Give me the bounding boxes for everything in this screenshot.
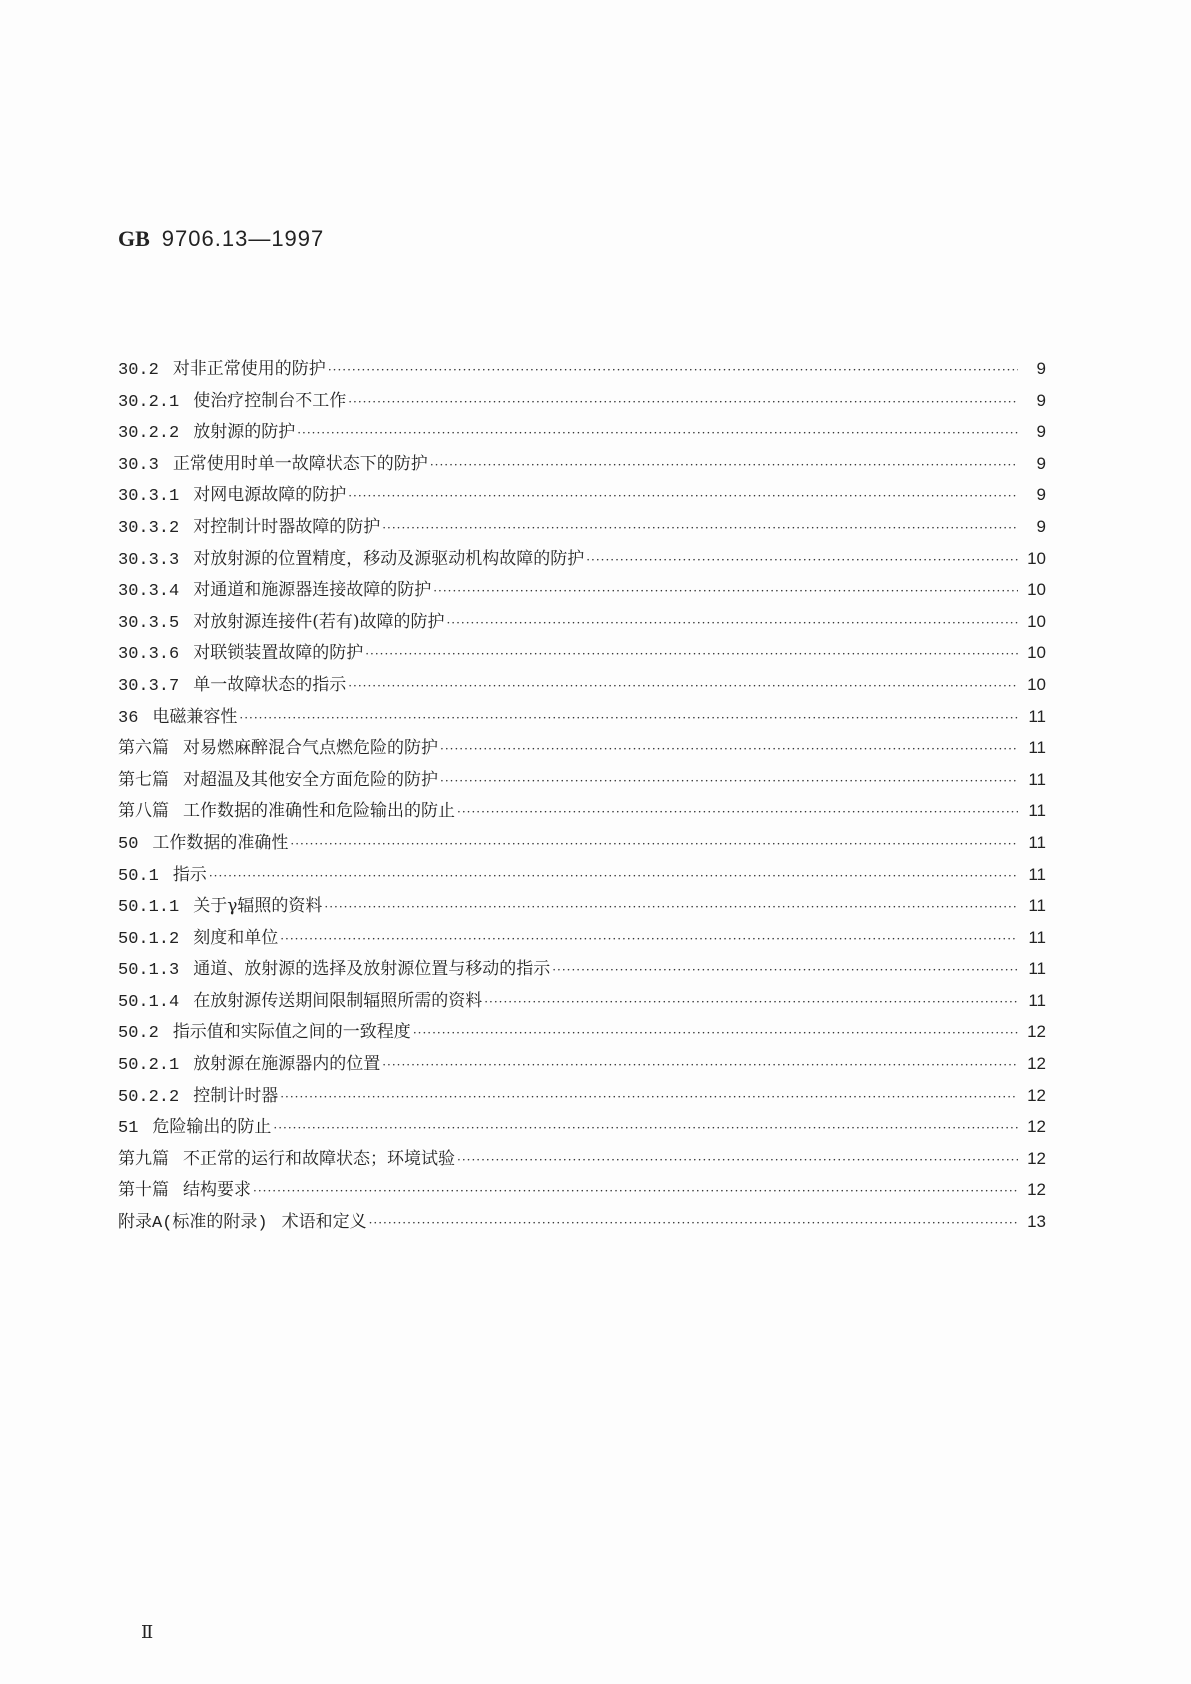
toc-page-number: 12 [1027,1117,1046,1137]
toc-leader-dots [586,553,1018,567]
toc-entry-title: 刻度和单位 [193,927,279,948]
toc-leader-dots [280,1090,1018,1104]
toc-section-number: 50.2.1 [118,1056,180,1076]
standard-number: 9706.13—1997 [161,226,325,251]
toc-entry[interactable] [118,1175,1046,1207]
toc-leader-dots [369,1216,1018,1230]
toc-page-number: 11 [1028,832,1046,852]
toc-entry-title: 危险输出的防止 [152,1117,272,1138]
toc-leader-dots [273,1121,1018,1135]
toc-entry[interactable] [118,1081,1046,1113]
toc-page-number: 13 [1027,1212,1046,1232]
toc-leader-dots [552,963,1018,977]
toc-section-number: 第十篇 [118,1182,169,1202]
toc-entry[interactable] [118,796,1046,828]
toc-section-number: 30.3.3 [118,550,180,570]
table-of-contents [118,354,1046,1239]
toc-entry-title: 放射源在施源器内的位置 [193,1054,381,1075]
toc-entry-title: 使治疗控制台不工作 [193,390,347,411]
toc-entry-title: 控制计时器 [193,1085,279,1106]
toc-entry[interactable] [118,544,1046,576]
toc-page-number: 9 [1036,485,1046,505]
toc-section-number: 第八篇 [118,803,169,823]
toc-leader-dots [446,616,1018,630]
toc-entry[interactable] [118,923,1046,955]
toc-entry-title: 放射源的防护 [193,422,296,443]
toc-section-number: 50.1.4 [118,992,180,1012]
toc-entry[interactable] [118,1112,1046,1144]
toc-leader-dots [430,458,1018,472]
toc-page-number: 12 [1027,1054,1046,1074]
toc-page-number: 10 [1027,611,1046,631]
toc-entry[interactable] [118,1049,1046,1081]
toc-entry[interactable] [118,891,1046,923]
toc-section-number: 36 [118,708,139,728]
toc-entry-title: 关于γ辐照的资料 [193,896,323,917]
toc-entry-title: 在放射源传送期间限制辐照所需的资料 [193,990,483,1011]
standard-prefix: GB [118,226,150,251]
toc-leader-dots [239,711,1018,725]
toc-page-number: 12 [1027,1022,1046,1042]
toc-page-number: 10 [1027,643,1046,663]
toc-entry[interactable] [118,638,1046,670]
toc-entry-title: 对放射源的位置精度，移动及源驱动机构故障的防护 [193,548,585,569]
toc-leader-dots [440,774,1018,788]
toc-leader-dots [382,521,1018,535]
toc-leader-dots [209,869,1018,883]
toc-page-number: 11 [1028,990,1046,1010]
toc-entry[interactable] [118,417,1046,449]
toc-page-number: 10 [1027,548,1046,568]
toc-page-number: 10 [1027,580,1046,600]
toc-entry[interactable] [118,386,1046,418]
toc-entry[interactable] [118,1144,1046,1176]
toc-section-number: 附录A(标准的附录) [118,1214,268,1234]
toc-page-number: 9 [1036,390,1046,410]
toc-entry-title: 对易燃麻醉混合气点燃危险的防护 [183,738,438,759]
toc-entry-title: 对超温及其他安全方面危险的防护 [183,769,438,790]
toc-entry[interactable] [118,512,1046,544]
toc-page-number: 9 [1036,359,1046,378]
toc-entry-title: 单一故障状态的指示 [193,674,347,695]
toc-entry[interactable] [118,954,1046,986]
toc-entry[interactable] [118,733,1046,765]
toc-page-number: 9 [1036,453,1046,473]
toc-section-number: 51 [118,1119,139,1139]
toc-section-number: 第七篇 [118,771,169,791]
page-number-footer: Ⅱ [141,1622,154,1643]
toc-leader-dots [280,932,1018,946]
toc-page-number: 11 [1028,769,1046,789]
toc-section-number: 50.1.1 [118,898,180,918]
toc-page-number: 11 [1028,738,1046,758]
toc-entry-title: 电磁兼容性 [152,706,238,727]
toc-page-number: 11 [1028,706,1046,726]
toc-section-number: 30.3 [118,455,159,475]
toc-entry[interactable] [118,575,1046,607]
toc-entry-title: 术语和定义 [281,1212,367,1233]
toc-page-number: 12 [1027,1148,1046,1168]
toc-page-number: 11 [1028,896,1046,916]
toc-entry[interactable] [118,1207,1046,1239]
toc-entry[interactable] [118,860,1046,892]
toc-entry[interactable] [118,354,1046,386]
toc-page-number: 11 [1028,927,1046,947]
toc-entry-title: 指示 [172,864,207,885]
toc-entry[interactable] [118,828,1046,860]
toc-leader-dots [382,1058,1018,1072]
toc-page-number: 9 [1036,516,1046,536]
toc-entry-title: 对放射源连接件(若有)故障的防护 [193,611,445,632]
toc-entry[interactable] [118,986,1046,1018]
toc-section-number: 50.2.2 [118,1087,180,1107]
toc-entry-title: 正常使用时单一故障状态下的防护 [172,453,428,474]
toc-page-number: 11 [1028,801,1046,821]
toc-entry-title: 对控制计时器故障的防护 [193,516,381,537]
toc-page-number: 11 [1028,959,1046,979]
toc-leader-dots [348,395,1018,409]
toc-entry-title: 对非正常使用的防护 [172,359,326,379]
toc-entry-title: 指示值和实际值之间的一致程度 [172,1022,411,1043]
toc-section-number: 30.2.2 [118,424,180,444]
toc-section-number: 30.3.2 [118,518,180,538]
toc-leader-dots [413,1026,1018,1040]
toc-section-number: 50.2 [118,1024,159,1044]
toc-entry[interactable] [118,1017,1046,1049]
toc-section-number: 50.1.2 [118,929,180,949]
toc-section-number: 30.3.4 [118,582,180,602]
toc-entry-title: 不正常的运行和故障状态；环境试验 [183,1148,455,1169]
toc-page-number: 9 [1036,422,1046,442]
toc-entry-title: 结构要求 [183,1180,251,1201]
toc-leader-dots [324,900,1018,914]
toc-entry-title: 对网电源故障的防护 [193,485,347,506]
toc-section-number: 50.1 [118,866,159,886]
toc-entry-title: 工作数据的准确性 [152,832,289,853]
toc-leader-dots [348,679,1018,693]
toc-entry[interactable] [118,670,1046,702]
toc-leader-dots [440,742,1018,756]
toc-leader-dots [297,426,1018,440]
toc-section-number: 50 [118,834,139,854]
document-header [118,226,324,252]
toc-section-number: 30.2 [118,361,159,380]
toc-leader-dots [290,837,1018,851]
toc-section-number: 30.2.1 [118,392,180,412]
toc-leader-dots [253,1184,1018,1198]
toc-leader-dots [457,805,1018,819]
toc-section-number: 50.1.3 [118,961,180,981]
toc-entry-title: 通道、放射源的选择及放射源位置与移动的指示 [193,959,551,980]
toc-leader-dots [433,584,1018,598]
toc-entry-title: 工作数据的准确性和危险输出的防止 [183,801,455,822]
toc-page-number: 12 [1027,1085,1046,1105]
toc-entry[interactable] [118,480,1046,512]
toc-section-number: 第六篇 [118,740,169,760]
toc-entry[interactable] [118,765,1046,797]
toc-entry-title: 对联锁装置故障的防护 [193,643,364,664]
toc-leader-dots [348,489,1018,503]
toc-section-number: 第九篇 [118,1150,169,1170]
toc-page-number: 11 [1028,864,1046,884]
toc-section-number: 30.3.7 [118,676,180,696]
toc-leader-dots [484,995,1018,1009]
toc-leader-dots [457,1153,1018,1167]
toc-entry-title: 对通道和施源器连接故障的防护 [193,580,432,601]
toc-page-number: 12 [1027,1180,1046,1200]
toc-section-number: 30.3.5 [118,613,180,633]
toc-section-number: 30.3.6 [118,645,180,665]
toc-leader-dots [365,647,1018,661]
toc-entry[interactable] [118,702,1046,734]
toc-entry[interactable] [118,607,1046,639]
toc-entry[interactable] [118,449,1046,481]
toc-leader-dots [328,363,1018,377]
toc-page-number: 10 [1027,674,1046,694]
toc-section-number: 30.3.1 [118,487,180,507]
